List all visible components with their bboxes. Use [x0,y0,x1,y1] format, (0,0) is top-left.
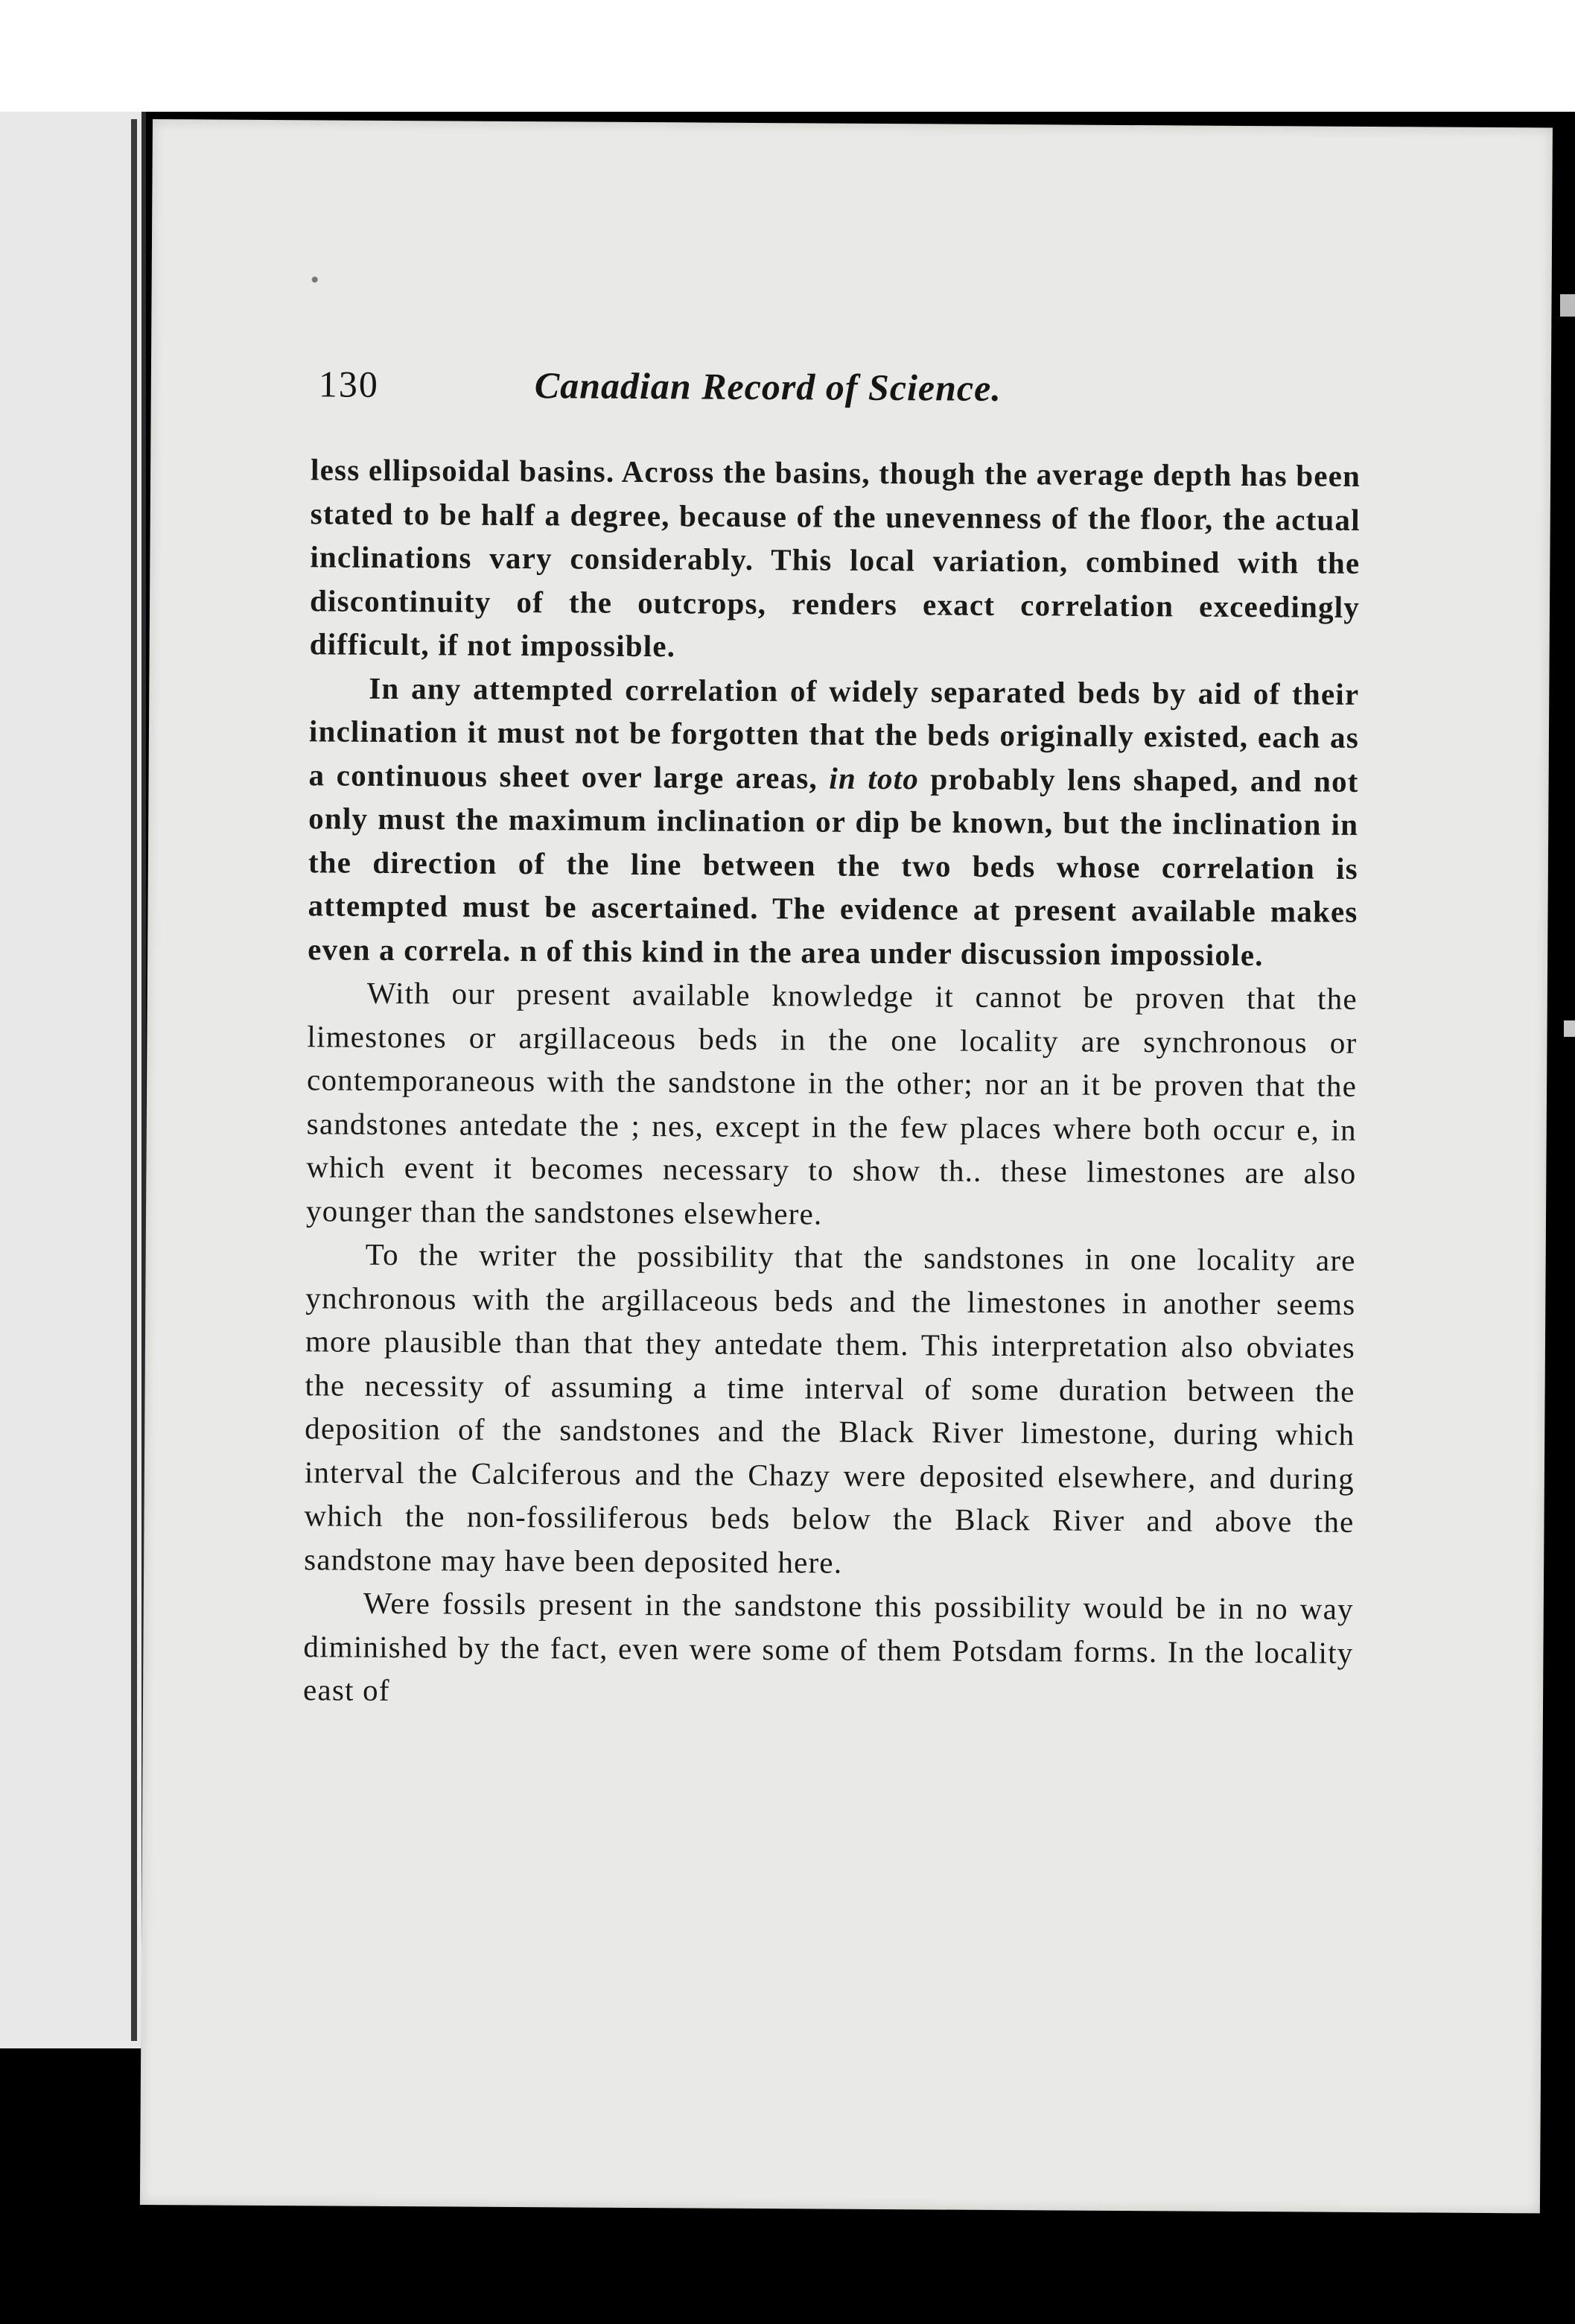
scan-edge-mark [1564,1020,1575,1037]
running-title: Canadian Record of Science. [534,364,1002,409]
paragraph: With our present available knowledge it cannot be proven that the limestones or argillaceous beds in the one locality are synchronous or contemporaneous with the sandstone in the other; nor an it be proven that the sandstones antedate the ; nes, except in the few places where both occur e, in which event it becomes necessary to show th.. these limestones are also younger than the sandstones elsewhere. [305,975,1358,1231]
paragraph: In any attempted correlation of widely separated beds by aid of their inclination it must not be forgotten that the beds originally existed, each as a continuous sheet over large areas, in toto probably lens shaped, and not only must the maximum inclination or dip be known, but the inclination in the direction of the line between the two beds whose correlation is attempted must be ascertained. The evidence at present available makes even a correla. n of this kind in the area under discussion impossiole. [308,670,1360,972]
scan-top-margin [0,0,1575,112]
facing-page-edge [0,112,146,2048]
italic-phrase: in toto [829,761,920,796]
paragraph: To the writer the possibility that the sandstones in one locality are ynchronous with the argillaceous beds and the limestones in another seems more plausible than that they antedate them. This interpretation also obviates the necessity of assuming a time interval of some duration between the deposition of the sandstones and the Black River limestone, during which interval the Calciferous and the Chazy were deposited elsewhere, and during which the non-fossiliferous beds below the Black River and above the sandstone may have been deposited here. [304,1236,1356,1580]
page-speck [312,276,318,282]
paragraph: Were fossils present in the sandstone this possibility would be in no way diminished by the fact, even were some of them Potsdam forms. In the locality east of [302,1585,1354,1707]
body-text [303,448,1361,1718]
page-number: 130 [318,363,380,405]
running-head [319,362,1365,421]
paragraph: less ellipsoidal basins. Across the basins, though the average depth has been stated to be half a degree, because of the unevenness of the floor, the actual inclinations vary considerably. This local variation, combined with the discontinuity of the outcrops, renders exact correlation exceedingly difficult, if not impossible. [309,452,1361,664]
scan-edge-mark [1560,294,1575,317]
book-page [140,119,1553,2213]
binding-shadow [131,119,137,2041]
